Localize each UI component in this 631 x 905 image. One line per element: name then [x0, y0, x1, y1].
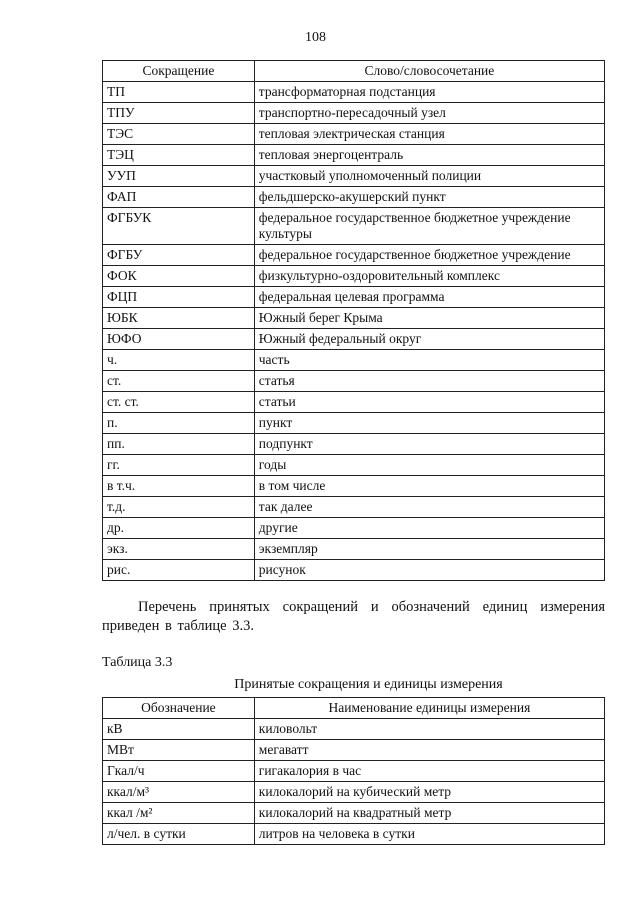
- table-row: [103, 166, 605, 187]
- cell-abbreviation: ст.: [103, 371, 255, 392]
- table-row: [103, 413, 605, 434]
- cell-abbreviation: п.: [103, 413, 255, 434]
- cell-abbreviation: гг.: [103, 455, 255, 476]
- cell-abbreviation: ФАП: [103, 187, 255, 208]
- table-row: [103, 740, 605, 761]
- cell-abbreviation: экз.: [103, 539, 255, 560]
- table-row: [103, 392, 605, 413]
- cell-abbreviation: МВт: [103, 740, 255, 761]
- cell-meaning: федеральная целевая программа: [254, 287, 604, 308]
- cell-meaning: Южный федеральный округ: [254, 329, 604, 350]
- table-row: [103, 824, 605, 845]
- table-row: [103, 803, 605, 824]
- table-row: [103, 187, 605, 208]
- cell-meaning: подпункт: [254, 434, 604, 455]
- table-row: [103, 476, 605, 497]
- table-row: [103, 371, 605, 392]
- cell-abbreviation: кВ: [103, 719, 255, 740]
- cell-meaning: статьи: [254, 392, 604, 413]
- cell-meaning: другие: [254, 518, 604, 539]
- cell-meaning: транспортно-пересадочный узел: [254, 103, 604, 124]
- cell-meaning: килокалорий на квадратный метр: [254, 803, 604, 824]
- cell-abbreviation: ТП: [103, 82, 255, 103]
- cell-abbreviation: ФГБУК: [103, 208, 255, 245]
- table-row: [103, 434, 605, 455]
- abbreviations-table: [102, 60, 605, 581]
- cell-meaning: пункт: [254, 413, 604, 434]
- cell-abbreviation: пп.: [103, 434, 255, 455]
- cell-meaning: статья: [254, 371, 604, 392]
- cell-meaning: фельдшерско-акушерский пункт: [254, 187, 604, 208]
- cell-meaning: федеральное государственное бюджетное учреждение культуры: [254, 208, 604, 245]
- cell-abbreviation: ст. ст.: [103, 392, 255, 413]
- table-row: [103, 245, 605, 266]
- cell-abbreviation: ч.: [103, 350, 255, 371]
- table-row: [103, 719, 605, 740]
- table-row: [103, 497, 605, 518]
- cell-meaning: трансформаторная подстанция: [254, 82, 604, 103]
- cell-abbreviation: ТПУ: [103, 103, 255, 124]
- table-header-row: [103, 698, 605, 719]
- cell-abbreviation: УУП: [103, 166, 255, 187]
- cell-meaning: в том числе: [254, 476, 604, 497]
- table-row: [103, 266, 605, 287]
- cell-meaning: так далее: [254, 497, 604, 518]
- cell-meaning: киловольт: [254, 719, 604, 740]
- table-row: [103, 82, 605, 103]
- cell-meaning: тепловая электрическая станция: [254, 124, 604, 145]
- table-row: [103, 782, 605, 803]
- table-row: [103, 539, 605, 560]
- cell-meaning: часть: [254, 350, 604, 371]
- cell-meaning: тепловая энергоцентраль: [254, 145, 604, 166]
- column-header-unit-name: Наименование единицы измерения: [254, 698, 604, 719]
- cell-meaning: рисунок: [254, 560, 604, 581]
- cell-meaning: килокалорий на кубический метр: [254, 782, 604, 803]
- cell-abbreviation: ТЭЦ: [103, 145, 255, 166]
- table-row: [103, 350, 605, 371]
- cell-meaning: годы: [254, 455, 604, 476]
- cell-abbreviation: ФЦП: [103, 287, 255, 308]
- cell-abbreviation: ЮФО: [103, 329, 255, 350]
- table-label: Таблица 3.3: [102, 655, 173, 670]
- cell-abbreviation: ккал /м²: [103, 803, 255, 824]
- cell-meaning: участковый уполномоченный полиции: [254, 166, 604, 187]
- table-row: [103, 124, 605, 145]
- cell-meaning: Южный берег Крыма: [254, 308, 604, 329]
- table-row: [103, 308, 605, 329]
- cell-abbreviation: др.: [103, 518, 255, 539]
- cell-abbreviation: ккал/м³: [103, 782, 255, 803]
- column-header-abbreviation: Сокращение: [103, 61, 255, 82]
- table-header-row: [103, 61, 605, 82]
- cell-meaning: экземпляр: [254, 539, 604, 560]
- cell-meaning: физкультурно-оздоровительный комплекс: [254, 266, 604, 287]
- cell-abbreviation: ЮБК: [103, 308, 255, 329]
- cell-meaning: гигакалория в час: [254, 761, 604, 782]
- column-header-designation: Обозначение: [103, 698, 255, 719]
- cell-abbreviation: в т.ч.: [103, 476, 255, 497]
- cell-meaning: федеральное государственное бюджетное учреждение: [254, 245, 604, 266]
- page-number: 108: [305, 30, 326, 45]
- table-row: [103, 145, 605, 166]
- cell-abbreviation: Гкал/ч: [103, 761, 255, 782]
- table-row: [103, 208, 605, 245]
- cell-abbreviation: т.д.: [103, 497, 255, 518]
- cell-abbreviation: ФОК: [103, 266, 255, 287]
- cell-abbreviation: л/чел. в сутки: [103, 824, 255, 845]
- units-table: [102, 697, 605, 845]
- table-row: [103, 761, 605, 782]
- cell-abbreviation: ТЭС: [103, 124, 255, 145]
- column-header-phrase: Слово/словосочетание: [254, 61, 604, 82]
- cell-abbreviation: ФГБУ: [103, 245, 255, 266]
- body-paragraph: Перечень принятых сокращений и обозначений единиц измерения приведен в таблице 3.3.: [102, 599, 605, 634]
- cell-abbreviation: рис.: [103, 560, 255, 581]
- table-row: [103, 455, 605, 476]
- table-row: [103, 287, 605, 308]
- table-row: [103, 560, 605, 581]
- table-row: [103, 518, 605, 539]
- table-row: [103, 329, 605, 350]
- cell-meaning: литров на человека в сутки: [254, 824, 604, 845]
- cell-meaning: мегаватт: [254, 740, 604, 761]
- table-caption: Принятые сокращения и единицы измерения: [234, 677, 503, 692]
- table-row: [103, 103, 605, 124]
